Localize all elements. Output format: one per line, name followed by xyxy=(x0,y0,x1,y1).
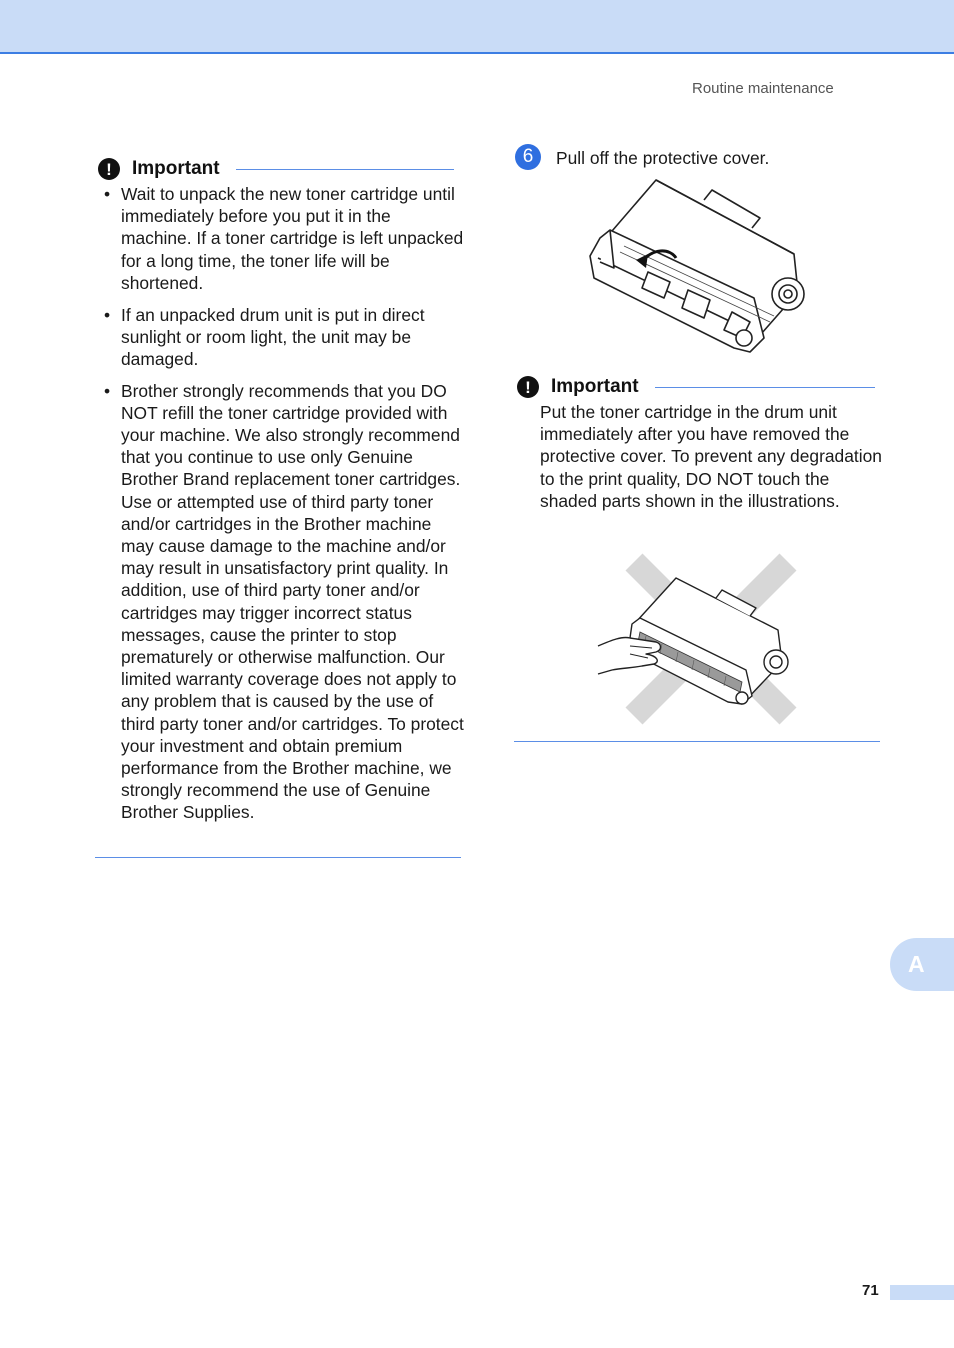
exclamation-icon: ! xyxy=(98,158,120,180)
step-number-badge: 6 xyxy=(515,144,541,170)
important-title: Important xyxy=(132,158,220,179)
list-item: • Wait to unpack the new toner cartridge until immediately before you put it in the machine. If a toner cartridge is left unpacked for a long time, the toner life will be shortened. xyxy=(104,184,464,293)
important-text: Put the toner cartridge in the drum unit immediately after you have removed the protective cover. To prevent any degradation to the print quality, DO NOT touch the shaded parts shown in the illustrations. xyxy=(540,402,882,511)
heading-rule xyxy=(655,387,875,388)
do-not-touch-illustration xyxy=(596,550,802,728)
heading-rule xyxy=(236,169,454,170)
important-bullet-list xyxy=(98,183,464,833)
important-heading-left xyxy=(98,158,454,180)
important-heading-right xyxy=(517,376,875,398)
step-instruction: Pull off the protective cover. xyxy=(556,148,770,168)
page-number: 71 xyxy=(862,1282,879,1299)
top-header-band xyxy=(0,0,954,54)
list-item: • If an unpacked drum unit is put in direct sunlight or room light, the unit may be damaged. xyxy=(104,304,425,369)
list-item: • Brother strongly recommends that you DO NOT refill the toner cartridge provided with your machine. We also strongly recommend that you continue to use only Genuine Brother Brand replacement toner cartridges. Use or attempted use of third party toner and/or cartridges in the Brother machine may cause damage to the machine and/or may result in unsatisfactory print quality. In addition, use of third party toner and/or cartridges may trigger incorrect status messages, cause the printer to stop prematurely or otherwise malfunction. Our limited warranty coverage does not apply to any problem that is caused by the use of third party toner and/or cartridges. To protect your investment and obtain premium performance from the Brother machine, we strongly recommend the use of Genuine Brother Supplies. xyxy=(104,380,464,823)
exclamation-icon: ! xyxy=(517,376,539,398)
important-title: Important xyxy=(551,376,639,397)
important-box-bottom-rule xyxy=(514,741,880,742)
important-box-bottom-rule xyxy=(95,857,461,858)
appendix-tab: A xyxy=(890,938,954,991)
running-header: Routine maintenance xyxy=(692,80,834,97)
remove-protective-cover-illustration xyxy=(584,176,810,358)
footer-band xyxy=(890,1285,954,1300)
